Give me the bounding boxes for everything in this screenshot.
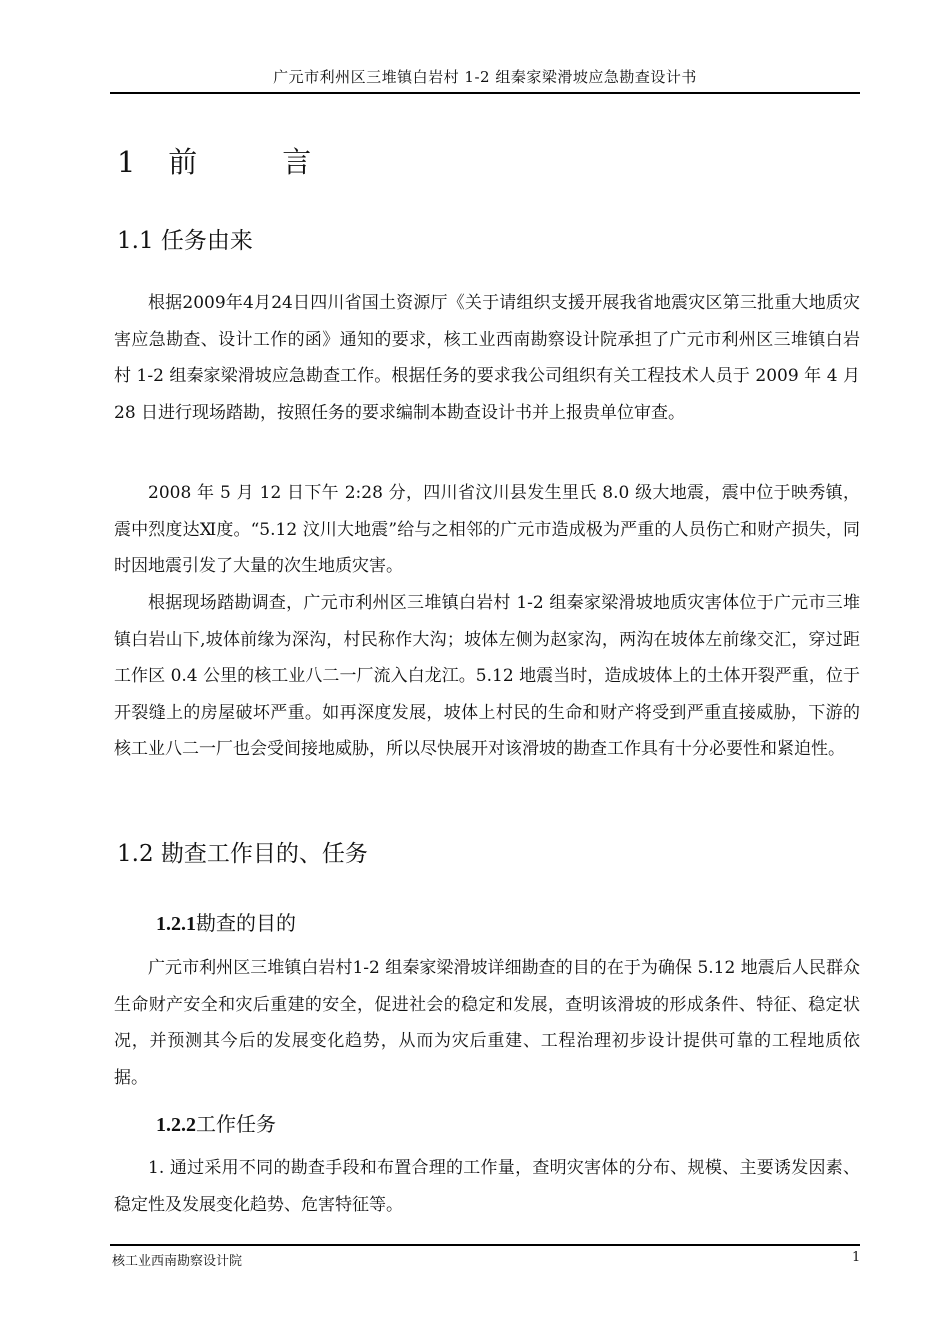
subsection-heading-1-2-2 [156,1108,276,1137]
subsection-title: 勘查的目的 [196,911,296,935]
paragraph-purpose: 广元市利州区三堆镇白岩村1-2 组秦家梁滑坡详细勘查的目的在于为确保 5.12 地震后人民群众生命财产安全和灾后重建的安全，促进社会的稳定和发展，查明该滑坡的形成条件、特征、稳定状况，并预测其今后的发展变化趋势，从而为灾后重建、工程治理初步设计提供可靠的工程地质依据。 [114,958,860,1088]
subsection-number: 1.2.2 [156,1114,196,1136]
paragraph-earthquake: 2008 年 5 月 12 日下午 2:28 分，四川省汶川县发生里氏 8.0 级大地震，震中位于映秀镇，震中烈度达Ⅺ度。“5.12 汶川大地震”给与之相邻的广元市造成极为严重的人员伤亡和财产损失，同时因地震引发了大量的次生地质灾害。 [114,483,860,577]
paragraph-site-survey: 根据现场踏勘调查，广元市利州区三堆镇白岩村 1-2 组秦家梁滑坡地质灾害体位于广元市三堆镇白岩山下,坡体前缘为深沟，村民称作大沟；坡体左侧为赵家沟，两沟在坡体左前缘交汇，穿过距工作区 0.4 公里的核工业八二一厂流入白龙江。5.12 地震当时，造成坡体上的土体开裂严重，位于开裂缝上的房屋破坏严重。如再深度发展，坡体上村民的生命和财产将受到严重直接威胁，下游的核工业八二一厂也会受间接地威胁，所以尽快展开对该滑坡的勘查工作具有十分必要性和紧迫性。 [114,593,860,760]
header-rule [110,92,860,94]
section-heading-1-1: 1.1 任务由来 [117,228,253,254]
paragraph-task-origin: 根据2009年4月24日四川省国土资源厅《关于请组织支援开展我省地震灾区第三批重大地质灾害应急勘查、设计工作的函》通知的要求，核工业西南勘察设计院承担了广元市利州区三堆镇白岩村 1-2 组秦家梁滑坡应急勘查工作。根据任务的要求我公司组织有关工程技术人员于 2009 年 4 月 28 日进行现场踏勘，按照任务的要求编制本勘查设计书并上报贵单位审查。 [114,293,860,423]
chapter-title: 前 言 [168,145,340,179]
page-number: 1 [852,1250,861,1265]
subsection-title: 工作任务 [196,1112,276,1136]
chapter-heading [117,140,339,181]
footer-organization: 核工业西南勘察设计院 [112,1254,243,1269]
paragraph-task-item-1: 1. 通过采用不同的勘查手段和布置合理的工作量，查明灾害体的分布、规模、主要诱发因素、稳定性及发展变化趋势、危害特征等。 [114,1158,860,1215]
chapter-number: 1 [117,145,136,179]
section-heading-1-2: 1.2 勘查工作目的、任务 [117,841,368,867]
running-header: 广元市利州区三堆镇白岩村 1-2 组秦家梁滑坡应急勘查设计书 [273,68,697,86]
footer-rule [110,1244,860,1246]
subsection-number: 1.2.1 [156,913,196,935]
subsection-heading-1-2-1 [156,907,296,936]
